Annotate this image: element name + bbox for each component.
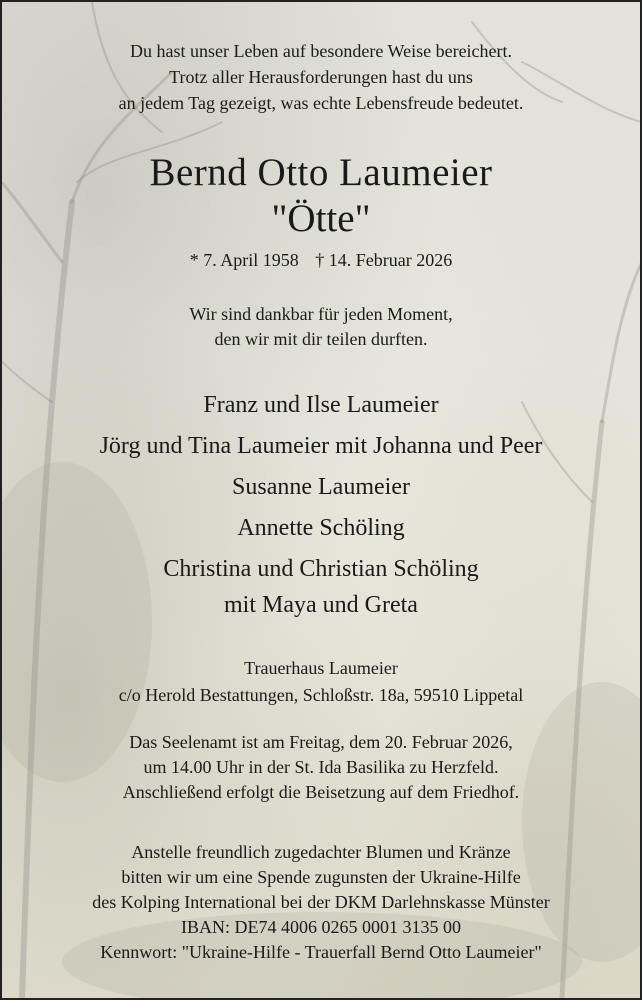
intro-line: Du hast unser Leben auf besondere Weise bereichert.	[129, 41, 513, 61]
mourners-list	[2, 385, 640, 620]
intro-line: an jedem Tag gezeigt, was echte Lebensfreude bedeutet.	[118, 93, 524, 113]
thanks-text	[2, 302, 640, 352]
mourner-line: Susanne Laumeier	[232, 474, 410, 500]
service-details	[2, 730, 640, 805]
iban-line: IBAN: DE74 4006 0265 0001 3135 00	[181, 917, 461, 937]
mourner-line: Franz und Ilse Laumeier	[203, 392, 439, 418]
deceased-nickname: "Ötte"	[271, 197, 371, 240]
donation-line: Anstelle freundlich zugedachter Blumen und Kränze	[131, 842, 511, 862]
mourning-house-address	[2, 655, 640, 709]
mourner-line: Jörg und Tina Laumeier mit Johanna und Peer	[99, 433, 543, 459]
mourner-line: Christina und Christian Schöling	[163, 556, 479, 582]
service-line: Anschließend erfolgt die Beisetzung auf dem Friedhof.	[122, 782, 520, 802]
address-line: Trauerhaus Laumeier	[244, 658, 398, 678]
donation-line: bitten wir um eine Spende zugunsten der Ukraine-Hilfe	[121, 867, 521, 887]
thanks-line: den wir mit dir teilen durften.	[214, 329, 428, 349]
donation-request	[2, 840, 640, 965]
service-line: um 14.00 Uhr in der St. Ida Basilika zu Herzfeld.	[143, 757, 499, 777]
mourner-line: mit Maya und Greta	[224, 592, 418, 618]
service-line: Das Seelenamt ist am Freitag, dem 20. Februar 2026,	[129, 732, 513, 752]
intro-text	[2, 38, 640, 116]
intro-line: Trotz aller Herausforderungen hast du uns	[169, 67, 473, 87]
keyword-line: Kennwort: "Ukraine-Hilfe - Trauerfall Bernd Otto Laumeier"	[100, 942, 542, 962]
birth-date: * 7. April 1958	[189, 250, 299, 270]
life-dates	[2, 248, 640, 272]
address-line: c/o Herold Bestattungen, Schloßstr. 18a, 59510 Lippetal	[118, 685, 524, 705]
mourner-line: Annette Schöling	[237, 515, 405, 541]
deceased-name: Bernd Otto Laumeier	[149, 151, 493, 194]
thanks-line: Wir sind dankbar für jeden Moment,	[189, 304, 453, 324]
death-date: † 14. Februar 2026	[315, 250, 453, 270]
donation-line: des Kolping International bei der DKM Darlehnskasse Münster	[92, 892, 550, 912]
